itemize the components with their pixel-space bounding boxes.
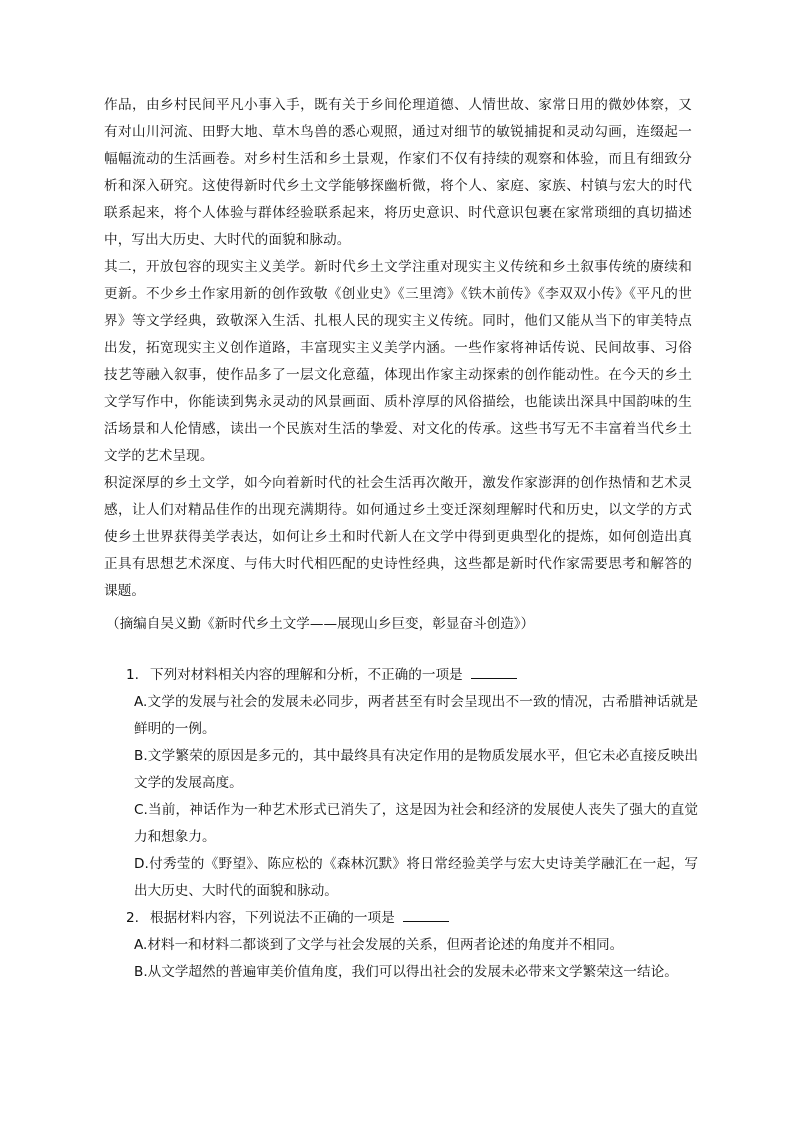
- passage-paragraph-3: 积淀深厚的乡土文学，如今向着新时代的社会生活再次敞开，激发作家澎湃的创作热情和艺术灵感，让人们对精品佳作的出现充满期待。如何通过乡土变迁深刻理解时代和历史，以文学的方式使乡土世界获得美学表达，如何让乡土和时代新人在文学中得到更典型化的提炼，如何创造出真正具有思想艺术深度、与伟大时代相匹配的史诗性经典，这些都是新时代作家需要思考和解答的课题。: [104, 475, 692, 599]
- option-b: B.文学繁荣的原因是多元的，其中最终具有决定作用的是物质发展水平，但它未必直接反映出文学的发展高度。: [134, 748, 698, 791]
- answer-blank: [403, 907, 449, 922]
- question-list: [126, 662, 698, 986]
- passage-paragraph-1: 作品，由乡村民间平凡小事入手，既有关于乡间伦理道德、人情世故、家常日用的微妙体察，又有对山川河流、田野大地、草木鸟兽的悉心观照，通过对细节的敏锐捕捉和灵动勾画，连缀起一幅幅流动的生活画卷。对乡村生活和乡土景观，作家们不仅有持续的观察和体验，而且有细致分析和深入研究。这使得新时代乡土文学能够探幽析微，将个人、家庭、家族、村镇与宏大的时代联系起来，将个人体验与群体经验联系起来，将历史意识、时代意识包裹在家常琐细的真切描述中，写出大历史、大时代的面貌和脉动。: [104, 97, 692, 248]
- passage-paragraph-2: 其二，开放包容的现实主义美学。新时代乡土文学注重对现实主义传统和乡土叙事传统的赓续和更新。不少乡土作家用新的创作致敬《创业史》《三里湾》《铁木前传》《李双双小传》《平凡的世界》等文学经典，致敬深入生活、扎根人民的现实主义传统。同时，他们又能从当下的审美特点出发，拓宽现实主义创作道路，丰富现实主义美学内涵。一些作家将神话传说、民间故事、习俗技艺等融入叙事，使作品多了一层文化意蕴，体现出作家主动探索的创作能动性。在今天的乡土文学写作中，你能读到隽永灵动的风景画面、质朴淳厚的风俗描绘，也能读出深具中国韵味的生活场景和人伦情感，读出一个民族对生活的挚爱、对文化的传承。这些书写无不丰富着当代乡土文学的艺术呈现。: [104, 259, 692, 464]
- question-stem: [126, 905, 698, 932]
- reading-passage: [104, 92, 692, 605]
- option-b: B.从文学超然的普遍审美价值角度，我们可以得出社会的发展未必带来文学繁荣这一结论。: [134, 964, 678, 980]
- option-c: C.当前，神话作为一种艺术形式已消失了，这是因为社会和经济的发展使人丧失了强大的直觉力和想象力。: [134, 802, 698, 845]
- option-a: A.文学的发展与社会的发展未必同步，两者甚至有时会呈现出不一致的情况，古希腊神话就是鲜明的一例。: [134, 694, 698, 737]
- question-stem: [126, 662, 698, 689]
- question-2: [126, 905, 698, 986]
- question-text: 下列对材料相关内容的理解和分析，不正确的一项是: [150, 667, 463, 683]
- question-text: 根据材料内容，下列说法不正确的一项是: [150, 910, 395, 926]
- option-a: A.材料一和材料二都谈到了文学与社会发展的关系，但两者论述的角度并不相同。: [134, 937, 624, 953]
- passage-source: （摘编自吴义勤《新时代乡土文学——展现山乡巨变，彰显奋斗创造》）: [106, 616, 535, 632]
- question-1: [126, 662, 698, 905]
- question-number: 2.: [126, 910, 139, 926]
- answer-blank: [471, 664, 517, 679]
- question-number: 1.: [126, 667, 139, 683]
- option-d: D.付秀莹的《野望》、陈应松的《森林沉默》将日常经验美学与宏大史诗美学融汇在一起，写出大历史、大时代的面貌和脉动。: [134, 856, 698, 899]
